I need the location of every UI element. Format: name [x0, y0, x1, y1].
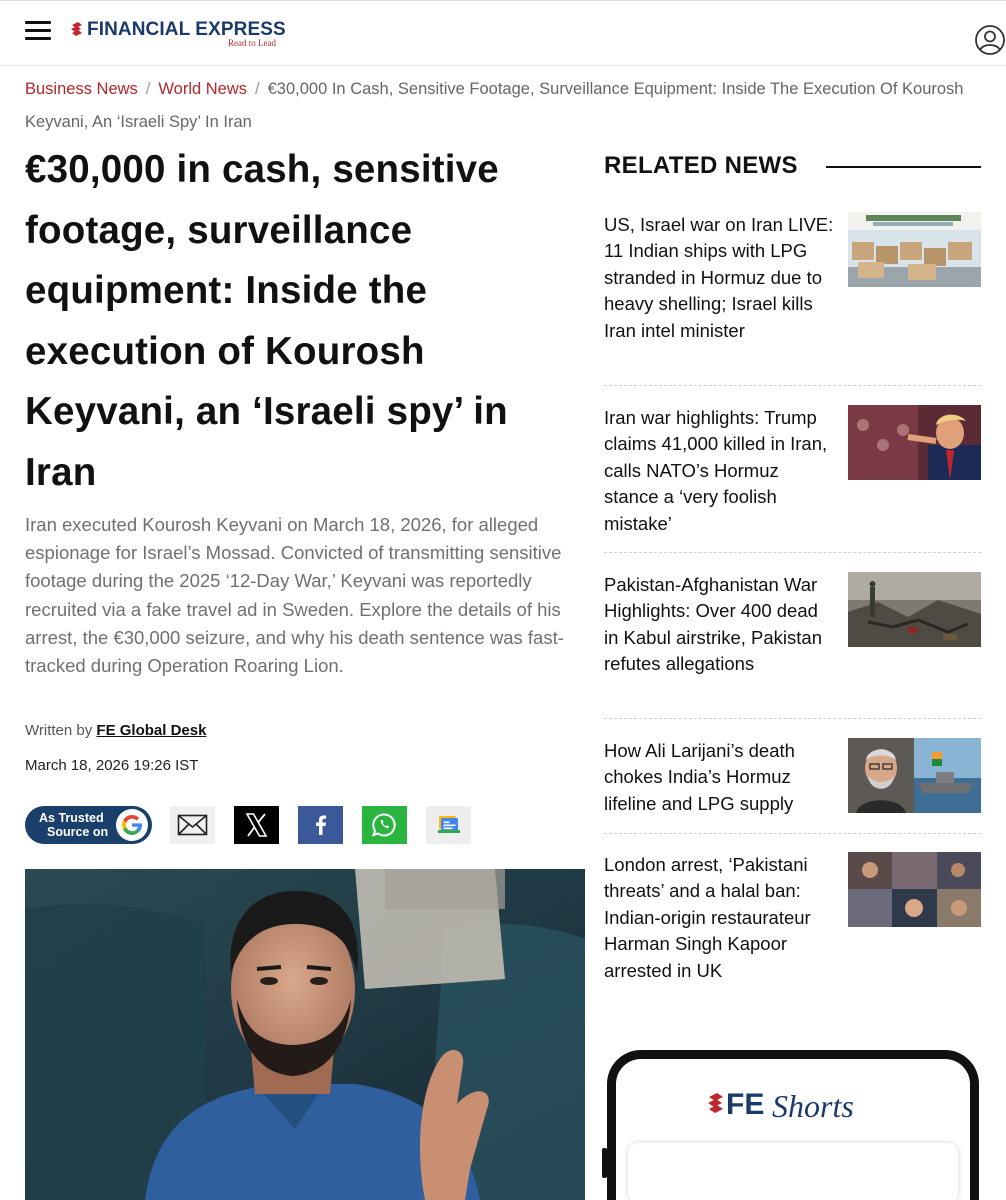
related-separator	[604, 718, 981, 719]
breadcrumb-separator: /	[255, 80, 260, 98]
article-photo	[25, 869, 585, 1200]
logo-mark-icon	[70, 22, 84, 36]
trusted-label-line1: As Trusted	[39, 811, 104, 825]
breadcrumb-separator: /	[145, 80, 151, 98]
site-header	[0, 0, 1006, 66]
share-facebook-button[interactable]	[298, 806, 343, 844]
related-item-thumbnail[interactable]	[848, 572, 981, 647]
facebook-icon	[298, 806, 343, 844]
related-item-4[interactable]	[604, 738, 981, 823]
logo-tagline: Read to Lead	[228, 38, 276, 48]
logo-name: FINANCIAL EXPRESS	[87, 19, 286, 40]
related-separator	[604, 385, 981, 386]
related-item-1[interactable]	[604, 212, 981, 372]
breadcrumb-world-news[interactable]: World News	[158, 80, 248, 98]
article-summary: Iran executed Kourosh Keyvani on March 18, 2026, for alleged espionage for Israel’s Mossad. Convicted of transmitting sensitive footage during the 2025 ‘12-Day War,’ Keyvani was reportedly recruited via a fake travel ad in Sweden. Explore the details of his arrest, the €30,000 seizure, and why his death sentence was fast-tracked during Operation Roaring Lion.	[25, 514, 564, 677]
related-item-thumbnail[interactable]	[848, 405, 981, 480]
breadcrumb-current: €30,000 In Cash, Sensitive Footage, Surveillance Equipment: Inside The Execution Of Kourosh Keyvani, An ‘Israeli Spy’ In Iran	[25, 80, 964, 131]
breadcrumb-business-news[interactable]: Business News	[25, 80, 138, 98]
related-item-thumbnail[interactable]	[848, 212, 981, 287]
trusted-source-google-button[interactable]	[25, 806, 152, 844]
author-link[interactable]: FE Global Desk	[96, 722, 207, 739]
related-item-3[interactable]	[604, 572, 981, 707]
byline-prefix: Written by	[25, 722, 93, 739]
menu-icon[interactable]	[25, 21, 51, 41]
phone-side-button	[602, 1148, 607, 1178]
fe-shorts-shorts: Shorts	[772, 1088, 854, 1124]
publish-date: March 18, 2026 19:26 IST	[25, 757, 199, 774]
share-whatsapp-button[interactable]	[362, 806, 407, 844]
related-separator	[604, 833, 981, 834]
related-item-title[interactable]: US, Israel war on Iran LIVE: 11 Indian ships with LPG stranded in Hormuz due to heavy shelling; Israel kills Iran intel minister	[604, 214, 834, 341]
related-item-title[interactable]: Iran war highlights: Trump claims 41,000 killed in Iran, calls NATO’s Hormuz stance a ‘very foolish mistake’	[604, 407, 828, 534]
fe-shorts-fe: FE	[726, 1088, 765, 1121]
related-item-title[interactable]: How Ali Larijani’s death chokes India’s Hormuz lifeline and LPG supply	[604, 740, 795, 814]
user-account-icon[interactable]	[974, 24, 1006, 56]
share-google-news-button[interactable]	[426, 806, 471, 844]
trusted-label-line2: Source on	[47, 825, 109, 839]
google-news-icon	[426, 806, 471, 844]
x-icon	[234, 806, 279, 844]
related-item-2[interactable]	[604, 405, 981, 540]
related-separator	[604, 552, 981, 553]
google-icon	[116, 809, 148, 841]
related-item-thumbnail[interactable]	[848, 738, 981, 813]
fe-shorts-card[interactable]	[628, 1143, 958, 1200]
article-headline: €30,000 in cash, sensitive footage, surveillance equipment: Inside the execution of Kourosh Keyvani, an ‘Israeli spy’ in Iran	[25, 148, 508, 494]
related-news-title: RELATED NEWS	[604, 152, 798, 179]
fe-logo-mark-icon	[706, 1092, 726, 1114]
byline	[25, 722, 206, 739]
related-item-title[interactable]: London arrest, ‘Pakistani threats’ and a halal ban: Indian-origin restaurateur Harman Singh Kapoor arrested in UK	[604, 854, 811, 981]
related-item-5[interactable]	[604, 852, 981, 1012]
email-icon	[170, 806, 215, 844]
related-news-rule	[826, 166, 981, 168]
share-x-button[interactable]	[234, 806, 279, 844]
related-item-title[interactable]: Pakistan-Afghanistan War Highlights: Over 400 dead in Kabul airstrike, Pakistan refutes allegations	[604, 574, 822, 675]
breadcrumb	[25, 73, 985, 139]
share-email-button[interactable]	[170, 806, 215, 844]
whatsapp-icon	[362, 806, 407, 844]
related-item-thumbnail[interactable]	[848, 852, 981, 927]
